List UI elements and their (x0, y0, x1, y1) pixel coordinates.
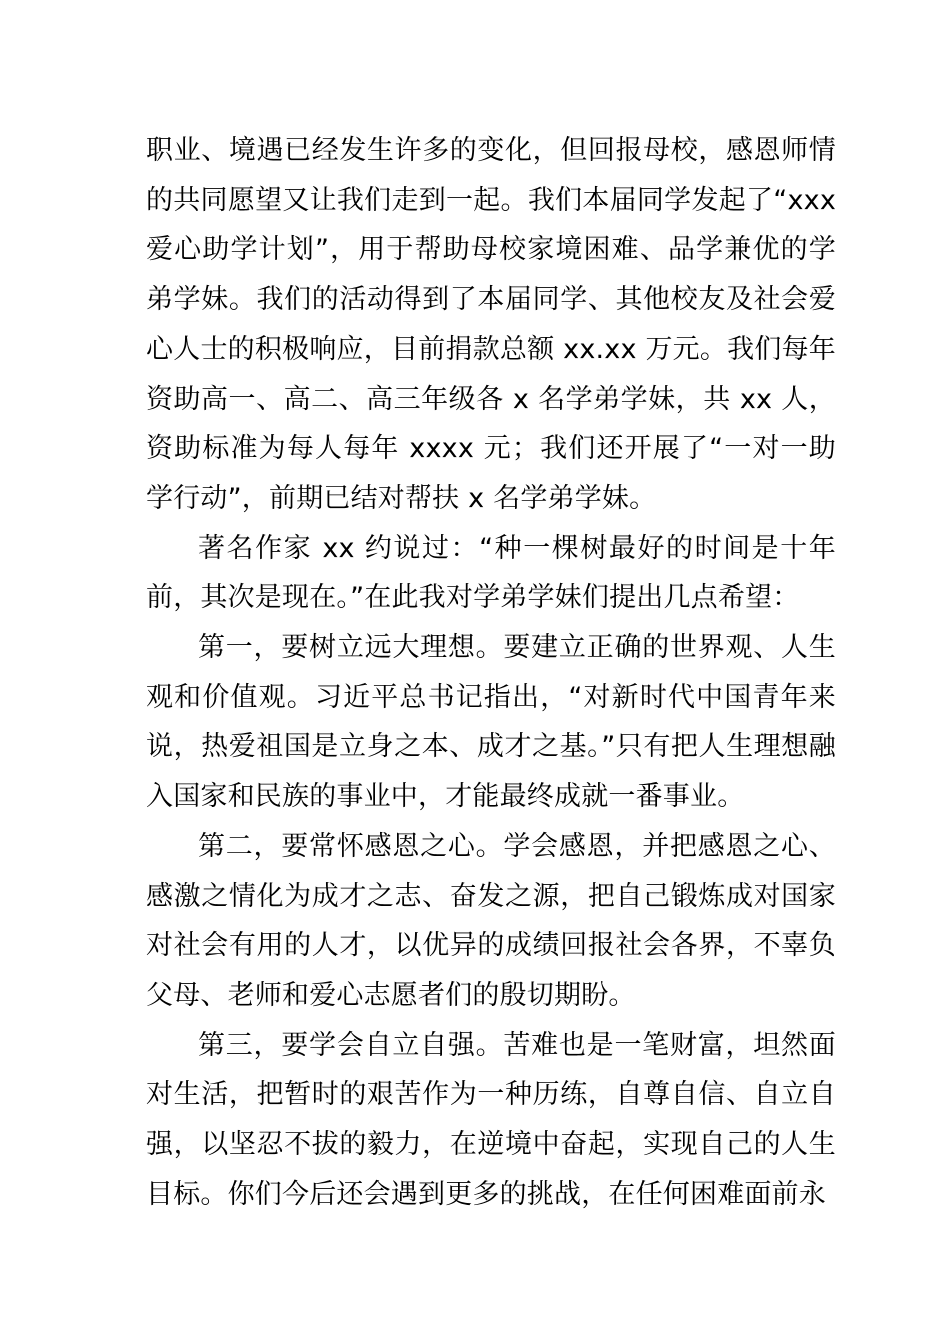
paragraph-1: 职业、境遇已经发生许多的变化，但回报母校，感恩师情的共同愿望又让我们走到一起。我们本届同学发起了“xxx爱心助学计划”，用于帮助母校家境困难、品学兼优的学弟学妹。我们的活动得到了本届同学、其他校友及社会爱心人士的积极响应，目前捐款总额 xx.xx 万元。我们每年资助高一、高二、高三年级各 x 名学弟学妹，共 xx 人，资助标准为每人每年 xxxx 元；我们还开展了“一对一助学行动”，前期已结对帮扶 x 名学弟学妹。 (146, 135, 836, 514)
paragraph-4: 第二，要常怀感恩之心。学会感恩，并把感恩之心、感激之情化为成才之志、奋发之源，把自己锻炼成对国家对社会有用的人才，以优异的成绩回报社会各界，不辜负父母、老师和爱心志愿者们的殷切期盼。 (146, 830, 836, 1011)
paragraph-2: 著名作家 xx 约说过：“种一棵树最好的时间是十年前，其次是现在。”在此我对学弟学妹们提出几点希望： (146, 532, 836, 614)
paragraph-3: 第一，要树立远大理想。要建立正确的世界观、人生观和价值观。习近平总书记指出，“对新时代中国青年来说，热爱祖国是立身之本、成才之基。”只有把人生理想融入国家和民族的事业中，才能最终成就一番事业。 (146, 632, 836, 813)
body-text (146, 126, 836, 1219)
paragraph-5: 第三，要学会自立自强。苦难也是一笔财富，坦然面对生活，把暂时的艰苦作为一种历练，自尊自信、自立自强，以坚忍不拔的毅力，在逆境中奋起，实现自己的人生目标。你们今后还会遇到更多的挑战，在任何困难面前永 (146, 1029, 836, 1210)
